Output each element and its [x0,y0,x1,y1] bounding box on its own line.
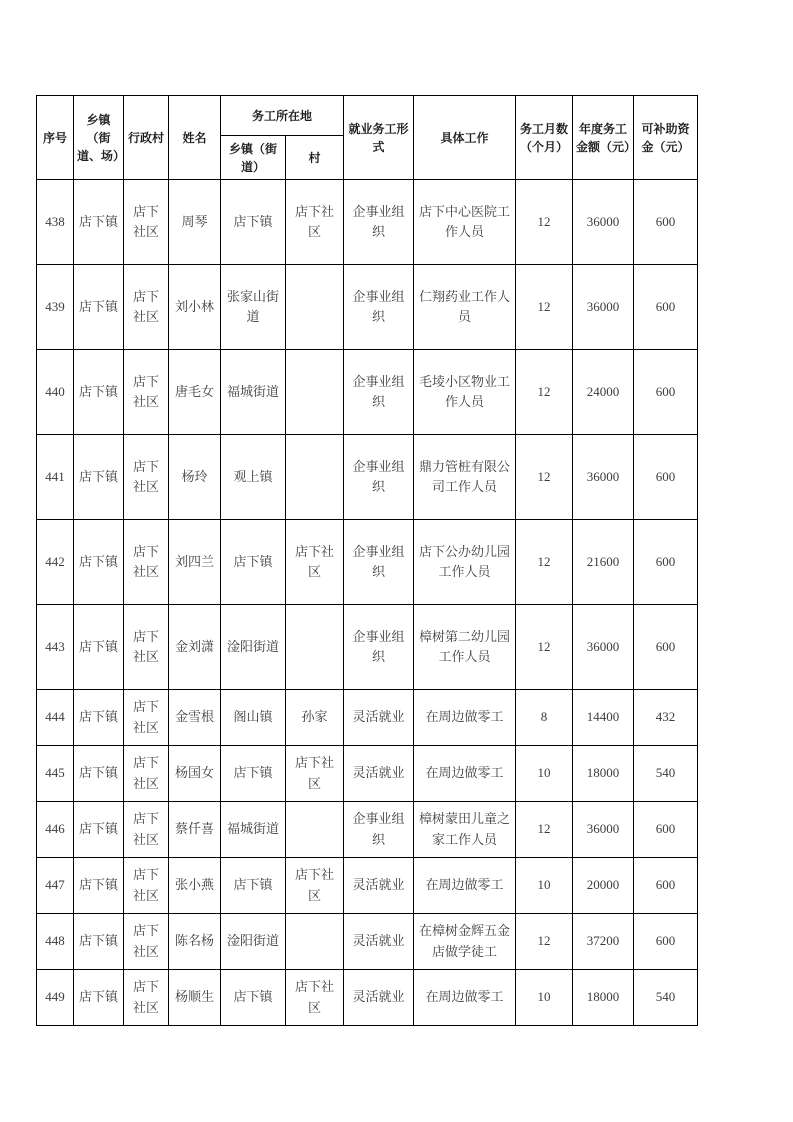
table-cell: 店下镇 [74,180,124,265]
table-cell: 樟树第二幼儿园工作人员 [414,605,516,690]
table-cell: 店下社区 [124,520,169,605]
table-cell: 446 [37,802,74,858]
table-cell: 600 [634,802,698,858]
table-cell: 蔡仟喜 [169,802,221,858]
table-cell: 灵活就业 [344,858,414,914]
table-cell [286,802,344,858]
table-cell: 店下社区 [286,970,344,1026]
table-cell: 12 [516,265,573,350]
table-cell: 540 [634,970,698,1026]
table-cell: 443 [37,605,74,690]
table-cell: 周琴 [169,180,221,265]
header-village: 行政村 [124,96,169,180]
table-cell: 唐毛女 [169,350,221,435]
table-cell: 淦阳街道 [221,605,286,690]
table-cell: 600 [634,180,698,265]
table-cell: 店下镇 [74,914,124,970]
table-cell: 店下镇 [221,746,286,802]
table-cell: 店下社区 [286,180,344,265]
table-cell: 灵活就业 [344,970,414,1026]
table-cell: 店下社区 [124,180,169,265]
table-cell: 600 [634,914,698,970]
table-row [37,435,698,520]
table-cell: 10 [516,746,573,802]
table-cell: 鼎力管桩有限公司工作人员 [414,435,516,520]
table-cell: 438 [37,180,74,265]
table-cell: 杨顺生 [169,970,221,1026]
table-cell: 14400 [573,690,634,746]
table-cell: 观上镇 [221,435,286,520]
table-cell: 企事业组织 [344,802,414,858]
table-cell: 企事业组织 [344,435,414,520]
table-cell: 448 [37,914,74,970]
table-row [37,605,698,690]
table-cell: 12 [516,180,573,265]
table-cell: 店下镇 [221,858,286,914]
table-cell: 店下镇 [74,858,124,914]
table-row [37,265,698,350]
table-cell: 600 [634,605,698,690]
table-cell: 店下社区 [124,746,169,802]
header-employment-form: 就业务工形式 [344,96,414,180]
table-cell: 18000 [573,746,634,802]
table-cell: 灵活就业 [344,746,414,802]
table-cell: 12 [516,914,573,970]
table-cell: 店下镇 [221,520,286,605]
table-cell: 金雪根 [169,690,221,746]
table-body [37,180,698,1026]
table-cell: 在周边做零工 [414,690,516,746]
table-row [37,520,698,605]
table-cell: 店下镇 [74,350,124,435]
table-cell: 20000 [573,858,634,914]
header-index: 序号 [37,96,74,180]
table-cell: 企事业组织 [344,265,414,350]
table-cell: 灵活就业 [344,914,414,970]
table-cell: 447 [37,858,74,914]
table-cell [286,605,344,690]
table-cell: 杨玲 [169,435,221,520]
table-cell: 600 [634,520,698,605]
table-header [37,96,698,180]
table-cell: 店下社区 [124,265,169,350]
header-row-top [37,96,698,136]
table-cell [286,914,344,970]
table-cell: 8 [516,690,573,746]
table-cell: 店下镇 [74,690,124,746]
table-cell: 10 [516,970,573,1026]
table-cell: 在周边做零工 [414,746,516,802]
table-row [37,858,698,914]
table-cell: 店下社区 [124,350,169,435]
table-cell [286,350,344,435]
table-cell: 灵活就业 [344,690,414,746]
table-cell: 12 [516,802,573,858]
table-cell: 企事业组织 [344,180,414,265]
table-row [37,802,698,858]
header-work-location: 务工所在地 [221,96,344,136]
table-cell: 淦阳街道 [221,914,286,970]
table-cell: 张家山街道 [221,265,286,350]
table-cell: 店下镇 [74,265,124,350]
table-cell: 36000 [573,802,634,858]
table-row [37,180,698,265]
table-cell: 福城街道 [221,350,286,435]
table-cell: 店下社区 [124,802,169,858]
employment-subsidy-table [36,95,698,1026]
table-cell: 12 [516,435,573,520]
table-cell: 36000 [573,180,634,265]
table-cell: 陈名杨 [169,914,221,970]
table-cell [286,435,344,520]
table-cell: 店下社区 [124,858,169,914]
table-cell: 600 [634,265,698,350]
table-cell: 在樟树金辉五金店做学徒工 [414,914,516,970]
table-row [37,746,698,802]
table-cell: 432 [634,690,698,746]
table-cell: 600 [634,858,698,914]
table-cell: 店下镇 [221,970,286,1026]
table-cell: 37200 [573,914,634,970]
table-cell: 金刘潇 [169,605,221,690]
table-cell: 36000 [573,435,634,520]
table-cell: 刘小林 [169,265,221,350]
table-cell: 店下镇 [74,435,124,520]
table-cell: 12 [516,520,573,605]
table-cell: 店下社区 [124,914,169,970]
table-cell: 毛堎小区物业工作人员 [414,350,516,435]
header-subsidy: 可补助资金（元） [634,96,698,180]
table-cell: 店下社区 [124,690,169,746]
table-cell: 店下镇 [74,802,124,858]
table-cell: 10 [516,858,573,914]
table-cell: 店下镇 [74,520,124,605]
table-row [37,914,698,970]
table-cell: 600 [634,435,698,520]
table-cell: 540 [634,746,698,802]
table-cell: 店下社区 [286,520,344,605]
table-cell: 在周边做零工 [414,970,516,1026]
table-cell: 441 [37,435,74,520]
table-cell: 店下社区 [124,605,169,690]
table-cell: 店下社区 [124,970,169,1026]
table-cell: 店下镇 [221,180,286,265]
table-cell: 刘四兰 [169,520,221,605]
header-work-township: 乡镇（街道） [221,136,286,180]
header-job: 具体工作 [414,96,516,180]
table-cell: 店下镇 [74,970,124,1026]
table-cell: 449 [37,970,74,1026]
table-row [37,970,698,1026]
table-cell: 孙家 [286,690,344,746]
table-cell: 在周边做零工 [414,858,516,914]
table-cell: 店下镇 [74,746,124,802]
table-cell: 444 [37,690,74,746]
table-row [37,690,698,746]
table-cell: 店下社区 [286,858,344,914]
table-cell: 21600 [573,520,634,605]
header-work-village: 村 [286,136,344,180]
table-cell: 36000 [573,605,634,690]
table-cell: 店下中心医院工作人员 [414,180,516,265]
table-cell: 445 [37,746,74,802]
header-name: 姓名 [169,96,221,180]
table-cell: 店下社区 [286,746,344,802]
table-cell: 店下公办幼儿园工作人员 [414,520,516,605]
table-cell: 600 [634,350,698,435]
table-cell: 店下镇 [74,605,124,690]
table-cell: 12 [516,350,573,435]
header-township: 乡镇（街道、场） [74,96,124,180]
table-cell: 杨国女 [169,746,221,802]
table-cell: 442 [37,520,74,605]
table-cell: 阁山镇 [221,690,286,746]
table-cell: 樟树蒙田儿童之家工作人员 [414,802,516,858]
table-cell: 企事业组织 [344,520,414,605]
table-cell: 福城街道 [221,802,286,858]
table-row [37,350,698,435]
table-cell: 企事业组织 [344,350,414,435]
table-cell: 仁翔药业工作人员 [414,265,516,350]
table-cell [286,265,344,350]
table-cell: 36000 [573,265,634,350]
header-months: 务工月数（个月） [516,96,573,180]
table-cell: 张小燕 [169,858,221,914]
table-cell: 18000 [573,970,634,1026]
table-cell: 12 [516,605,573,690]
table-cell: 440 [37,350,74,435]
table-cell: 24000 [573,350,634,435]
header-annual-amount: 年度务工金额（元） [573,96,634,180]
table-cell: 店下社区 [124,435,169,520]
table-cell: 439 [37,265,74,350]
table-cell: 企事业组织 [344,605,414,690]
